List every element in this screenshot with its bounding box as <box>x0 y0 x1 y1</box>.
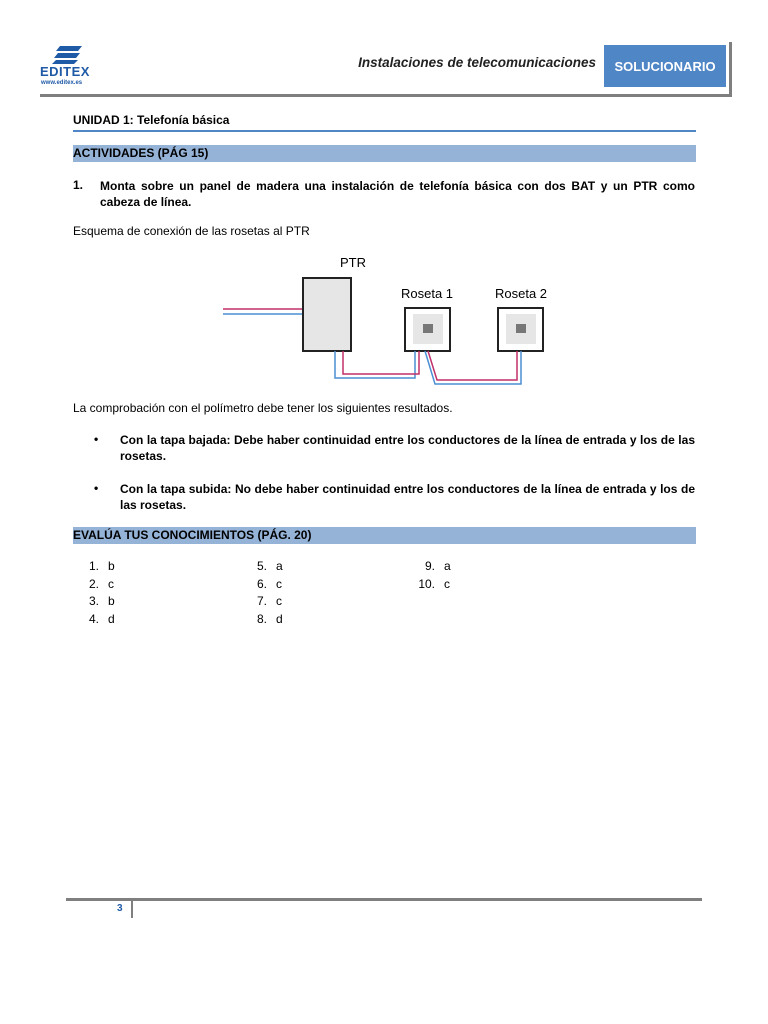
section-title: ACTIVIDADES (PÁG 15) <box>73 146 209 160</box>
wire-red-ptr-r1 <box>343 351 419 374</box>
bullet-icon: • <box>94 481 99 495</box>
header-divider <box>40 94 730 97</box>
answer-column <box>409 558 451 593</box>
answer-item: 3. b <box>88 594 115 608</box>
wire-blue-r1-r2 <box>425 351 521 384</box>
ptr-box <box>303 278 351 351</box>
bullet-icon: • <box>94 432 99 446</box>
question-number: 1. <box>73 178 84 192</box>
answer-item: 4. d <box>88 611 115 626</box>
answer-item: 2. c <box>88 576 114 591</box>
question-text: Monta sobre un panel de madera una instalación de telefonía básica con dos BAT y un PTR como cabeza de línea. <box>100 179 695 209</box>
ptr-label: PTR <box>340 255 366 270</box>
bullet-item: Con la tapa bajada: Debe haber continuidad entre los conductores de la línea de entrada y los de las rosetas. <box>120 433 695 463</box>
unit-title-underline <box>73 130 696 132</box>
footer-divider <box>66 898 702 901</box>
diagram-caption: Esquema de conexión de las rosetas al PTR <box>73 224 310 238</box>
result-intro: La comprobación con el polímetro debe tener los siguientes resultados. <box>73 401 453 415</box>
wiring-diagram <box>215 250 565 390</box>
answer-item: 6. c <box>256 576 282 591</box>
answer-item: 1. b <box>88 559 115 573</box>
answer-item: 9. a <box>424 559 451 573</box>
rj11-icon <box>423 324 433 333</box>
solucionario-badge: SOLUCIONARIO <box>604 45 726 87</box>
answer-column <box>241 558 283 628</box>
answer-item: 7. c <box>256 594 282 608</box>
section-title: EVALÚA TUS CONOCIMIENTOS (PÁG. 20) <box>73 528 312 542</box>
roseta2-label: Roseta 2 <box>495 286 548 301</box>
answer-column <box>73 558 115 628</box>
page-number: 3 <box>117 903 123 914</box>
roseta1-label: Roseta 1 <box>401 286 454 301</box>
section-header-evalua <box>73 527 696 544</box>
header-vertical-divider <box>729 42 732 97</box>
logo-text: EDITEX <box>40 64 90 79</box>
rj11-icon <box>516 324 526 333</box>
wire-red-r1-r2 <box>428 351 517 380</box>
section-header-actividades <box>73 145 696 162</box>
answer-item: 10. c <box>418 576 450 591</box>
unit-title: UNIDAD 1: Telefonía básica <box>73 113 230 127</box>
logo-url: www.editex.es <box>41 80 83 86</box>
document-title: Instalaciones de telecomunicaciones <box>358 55 596 70</box>
bullet-item: Con la tapa subida: No debe haber continuidad entre los conductores de la línea de entrada y los de las rosetas. <box>120 482 695 512</box>
answer-item: 5. a <box>256 559 283 573</box>
footer-vertical-divider <box>131 900 133 918</box>
answer-item: 8. d <box>256 611 283 626</box>
